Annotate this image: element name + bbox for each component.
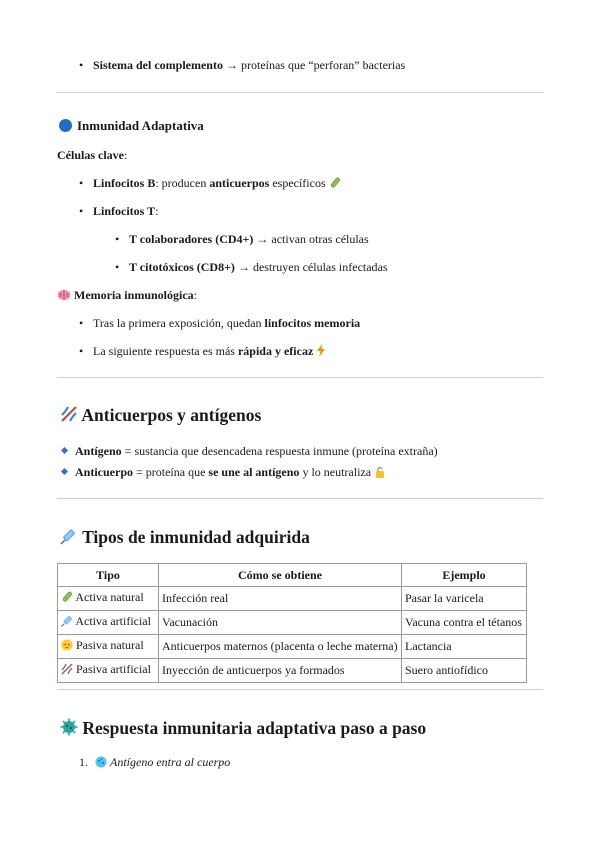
bullet-icon: • bbox=[79, 58, 84, 72]
section-heading-tipos: Tipos de inmunidad adquirida bbox=[60, 527, 310, 550]
table-cell: Lactancia bbox=[402, 635, 527, 659]
list-item: • Tras la primera exposición, quedan linfocitos memoria bbox=[79, 316, 361, 330]
test-tube-icon bbox=[61, 591, 73, 607]
table-row bbox=[58, 635, 527, 659]
baby-icon bbox=[61, 639, 73, 655]
memoria-label: Memoria inmunológica: bbox=[57, 287, 197, 305]
table-cell: Inyección de anticuerpos ya formados bbox=[159, 659, 402, 683]
dna-icon bbox=[61, 663, 73, 679]
table-cell: Anticuerpos maternos (placenta o leche materna) bbox=[159, 635, 402, 659]
table-cell: Activa natural bbox=[58, 587, 159, 611]
syringe-icon bbox=[61, 615, 73, 631]
blue-diamond-icon bbox=[61, 447, 68, 454]
table-cell: Vacunación bbox=[159, 611, 402, 635]
list-item bbox=[79, 57, 406, 73]
table-cell: Pasar la varicela bbox=[402, 587, 527, 611]
divider bbox=[57, 498, 543, 499]
arrow-icon: → bbox=[253, 232, 272, 246]
brain-icon bbox=[57, 289, 71, 305]
table-cell: Infección real bbox=[159, 587, 402, 611]
section-heading-adaptativa: Inmunidad Adaptativa bbox=[59, 118, 204, 134]
blue-diamond-icon bbox=[61, 468, 68, 475]
celulas-clave-label: Células clave: bbox=[57, 148, 128, 162]
ordered-list-item bbox=[79, 754, 230, 772]
list-item: • La siguiente respuesta es más rápida y eficaz bbox=[93, 343, 326, 361]
list-item: Antígeno = sustancia que desencadena respuesta inmune (proteína extraña) bbox=[62, 443, 438, 459]
lock-icon bbox=[374, 466, 386, 482]
list-item: • T colaboradores (CD4+) → activan otras células bbox=[115, 232, 369, 246]
list-item: • Linfocitos B: producen anticuerpos específicos bbox=[93, 175, 341, 193]
table-header-row bbox=[58, 564, 527, 587]
list-item: Anticuerpo = proteína que se une al antígeno y lo neutraliza bbox=[62, 464, 386, 482]
table-cell: Pasiva natural bbox=[58, 635, 159, 659]
blue-circle-icon bbox=[59, 119, 72, 132]
table-cell: Pasiva artificial bbox=[58, 659, 159, 683]
dna-icon bbox=[60, 405, 78, 428]
table-row bbox=[58, 611, 527, 635]
step-text: Antígeno entra al cuerpo bbox=[110, 755, 231, 769]
divider bbox=[57, 377, 543, 378]
lightning-icon bbox=[316, 344, 326, 361]
table-row bbox=[58, 587, 527, 611]
section-heading-respuesta: Respuesta inmunitaria adaptativa paso a paso bbox=[60, 718, 426, 741]
divider bbox=[57, 689, 543, 690]
step-number: 1. bbox=[79, 755, 88, 769]
table-cell: Suero antiofídico bbox=[402, 659, 527, 683]
table-cell: Activa artificial bbox=[58, 611, 159, 635]
table-header: Cómo se obtiene bbox=[159, 564, 402, 587]
complemento-bold: Sistema del complemento bbox=[93, 58, 223, 72]
list-item: • Linfocitos T: bbox=[79, 204, 159, 218]
arrow-icon: → bbox=[225, 58, 241, 72]
table-row bbox=[58, 659, 527, 683]
inmunidad-table bbox=[57, 563, 527, 683]
divider bbox=[57, 92, 543, 93]
section-heading-anticuerpos: Anticuerpos y antígenos bbox=[60, 405, 261, 428]
virus-icon bbox=[95, 756, 107, 772]
table-cell: Vacuna contra el tétanos bbox=[402, 611, 527, 635]
test-tube-icon bbox=[329, 177, 341, 193]
complemento-text: proteínas que “perforan” bacterias bbox=[240, 58, 406, 72]
arrow-icon: → bbox=[234, 260, 253, 274]
syringe-icon bbox=[60, 527, 78, 550]
table-header: Ejemplo bbox=[402, 564, 527, 587]
list-item: • T citotóxicos (CD8+) → destruyen células infectadas bbox=[115, 260, 388, 274]
table-header: Tipo bbox=[58, 564, 159, 587]
microbe-icon bbox=[60, 718, 78, 741]
